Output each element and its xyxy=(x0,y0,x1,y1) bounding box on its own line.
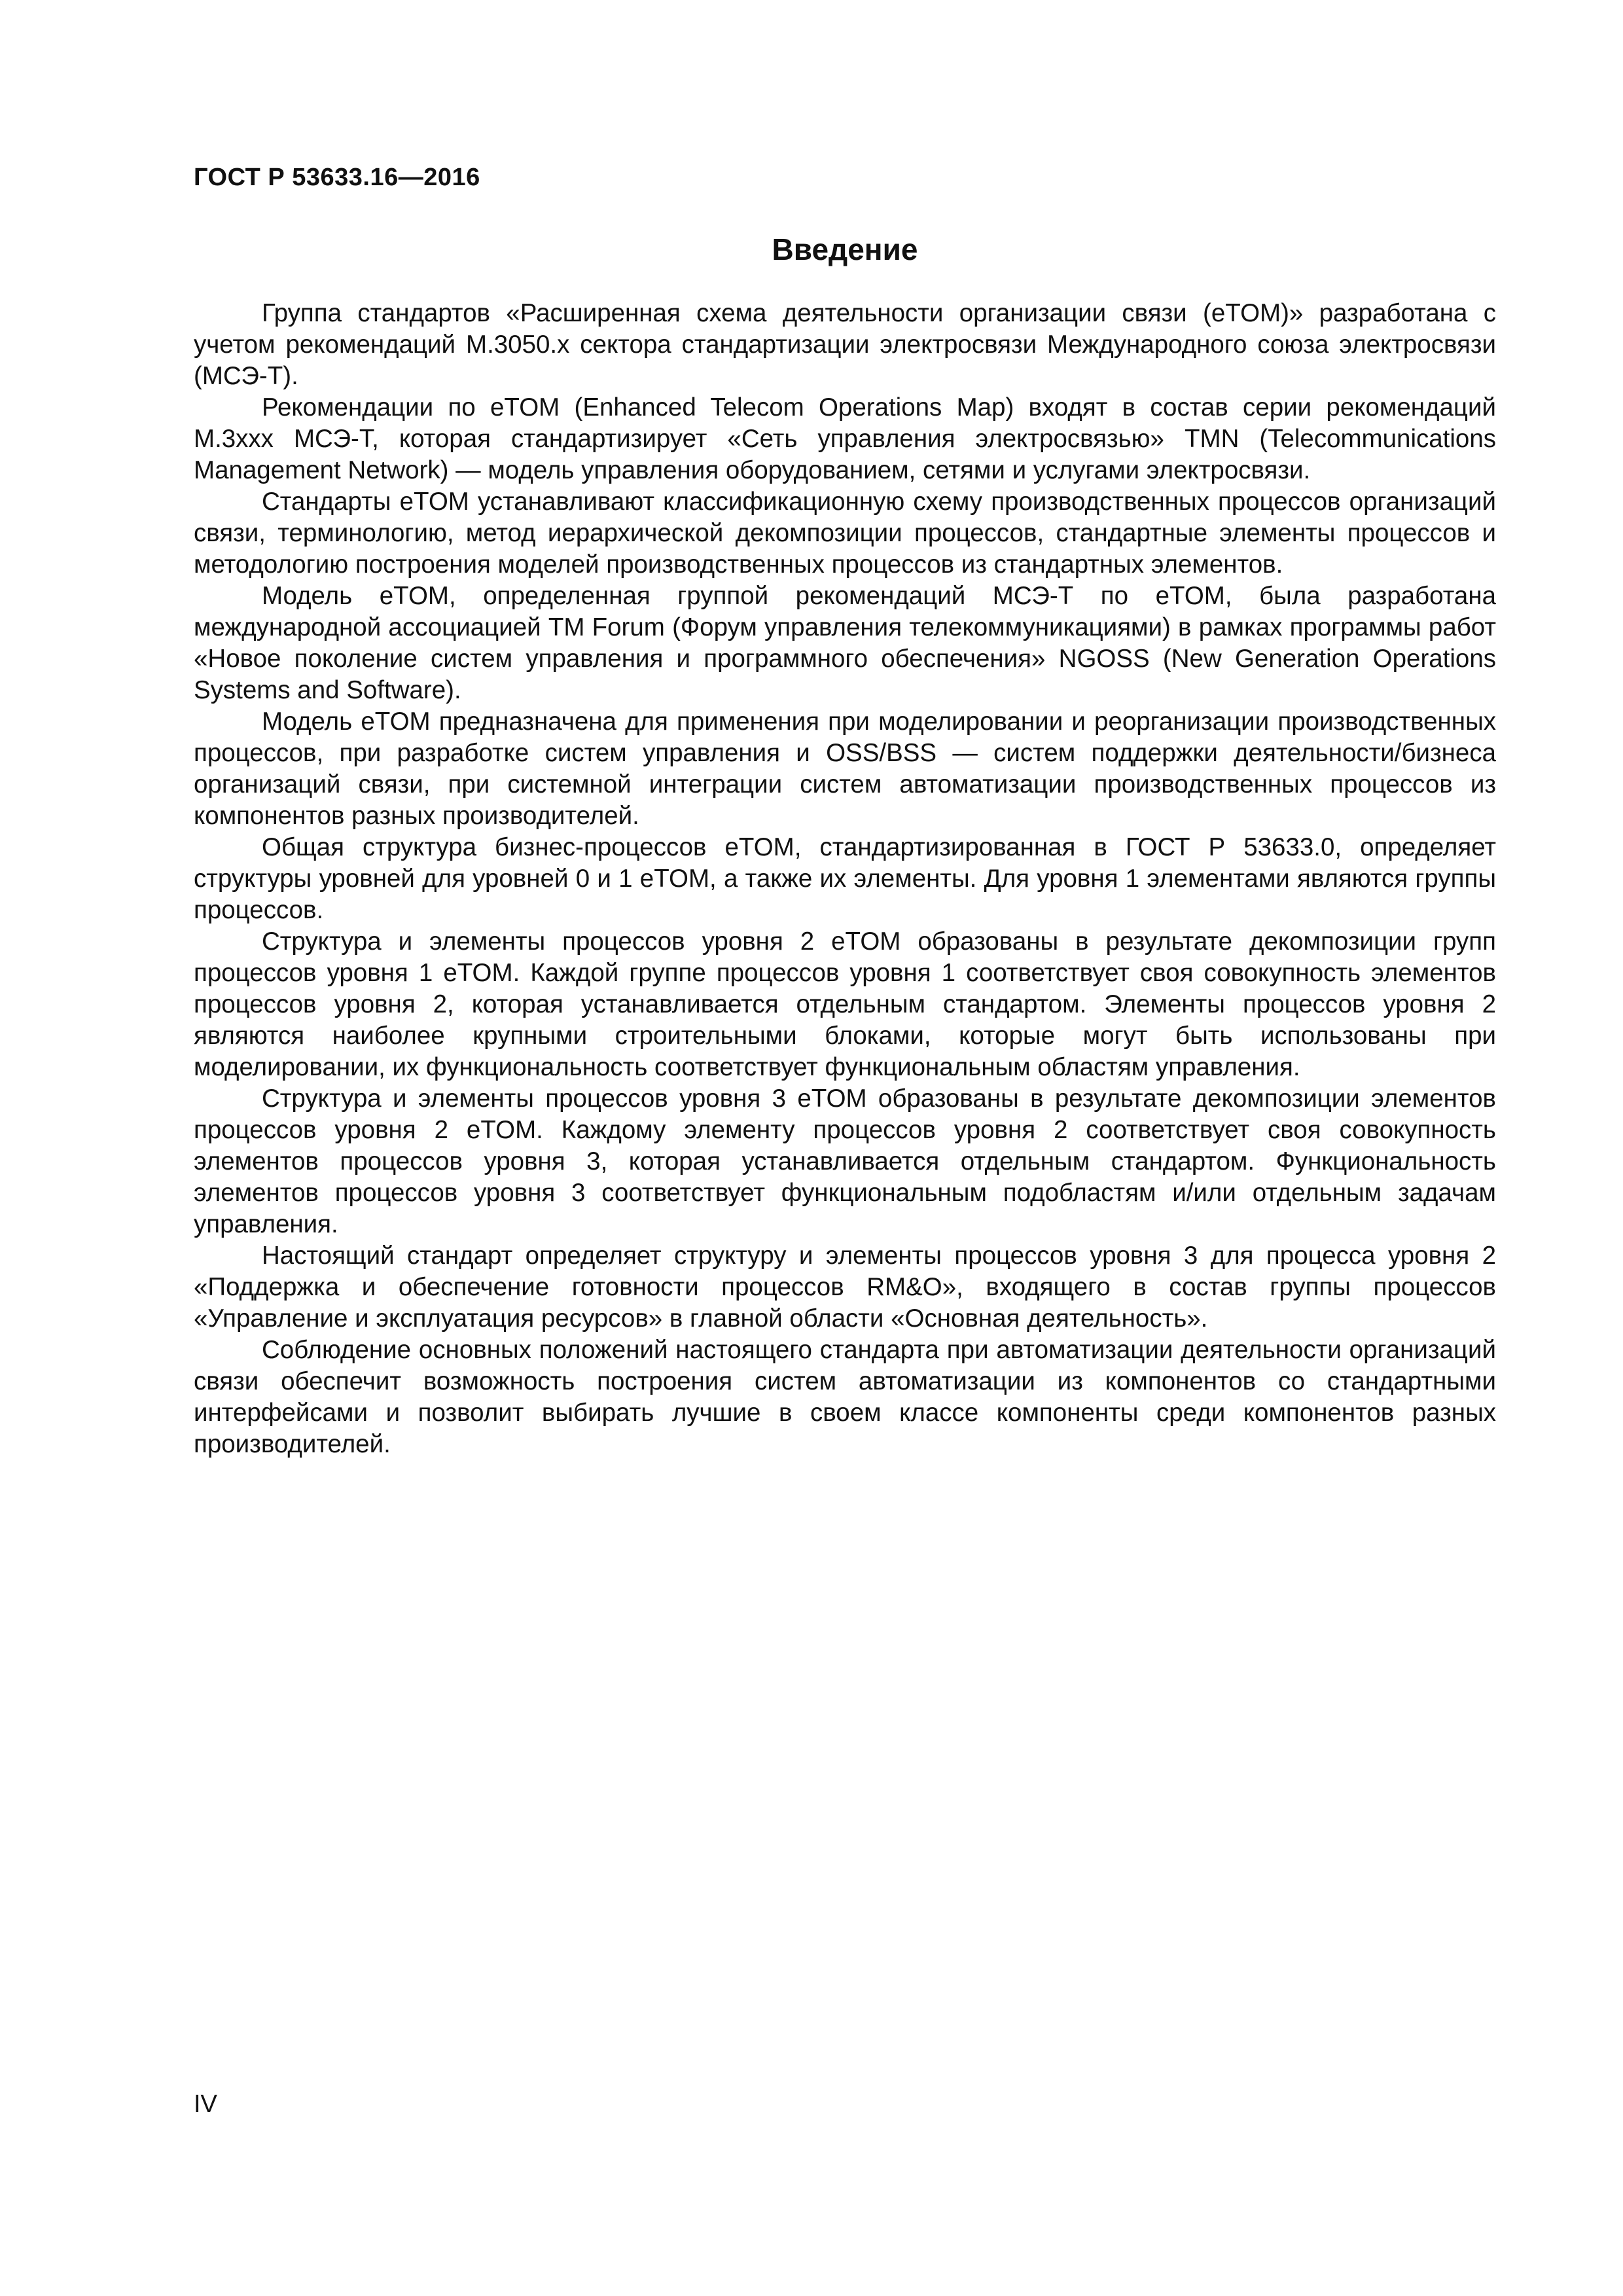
page-number: IV xyxy=(194,2090,217,2118)
paragraph: Настоящий стандарт определяет структуру и элементы процессов уровня 3 для процесса уровня 2 «Поддержка и обеспечение готовности процессов RM&O», входящего в состав группы процессов «Управление и эксплуатация ресурсов» в главной области «Основная деятельность». xyxy=(194,1242,1496,1333)
paragraph: Рекомендации по eTOM (Enhanced Telecom Operations Map) входят в состав серии рекомендаций М.3ххх МСЭ-Т, которая стандартизирует «Сеть управления электросвязью» TMN (Telecommunications Management Network) — модель управления оборудованием, сетями и услугами электросвязи. xyxy=(194,393,1496,484)
document-code-header: ГОСТ Р 53633.16—2016 xyxy=(194,164,480,191)
paragraph: Соблюдение основных положений настоящего стандарта при автоматизации деятельности организаций связи обеспечит возможность построения систем автоматизации из компонентов со стандартными интерфейсами и позволит выбирать лучшие в своем классе компоненты среди компонентов разных производителей. xyxy=(194,1336,1496,1458)
paragraph: Стандарты eTOM устанавливают классификационную схему производственных процессов организаций связи, терминологию, метод иерархической декомпозиции процессов, стандартные элементы процессов и методологию построения моделей производственных процессов из стандартных элементов. xyxy=(194,488,1496,579)
paragraph: Группа стандартов «Расширенная схема деятельности организации связи (eTOM)» разработана с учетом рекомендаций М.3050.х сектора стандартизации электросвязи Международного союза электросвязи (МСЭ-Т). xyxy=(194,299,1496,390)
paragraph: Модель eTOM, определенная группой рекомендаций МСЭ-Т по eTOM, была разработана международной ассоциацией TM Forum (Форум управления телекоммуникациями) в рамках программы работ «Новое поколение систем управления и программного обеспечения» NGOSS (New Generation Operations Systems and Software). xyxy=(194,582,1496,704)
paragraph: Общая структура бизнес-процессов eTOM, стандартизированная в ГОСТ Р 53633.0, определяет структуры уровней для уровней 0 и 1 eTOM, а также их элементы. Для уровня 1 элементами являются группы процессов. xyxy=(194,833,1496,924)
section-title: Введение xyxy=(772,232,918,266)
paragraph: Структура и элементы процессов уровня 3 eTOM образованы в результате декомпозиции элементов процессов уровня 2 eTOM. Каждому элементу процессов уровня 2 соответствует своя совокупность элементов процессов уровня 3, которая устанавливается отдельным стандартом. Функциональность элементов процессов уровня 3 соответствует функциональным подобластям и/или отдельным задачам управления. xyxy=(194,1085,1496,1238)
introduction-body xyxy=(194,298,1496,1460)
paragraph: Модель eTOM предназначена для применения при моделировании и реорганизации производственных процессов, при разработке систем управления и OSS/BSS — систем поддержки деятельности/бизнеса организаций связи, при системной интеграции систем автоматизации производственных процессов из компонентов разных производителей. xyxy=(194,708,1496,830)
paragraph: Структура и элементы процессов уровня 2 eTOM образованы в результате декомпозиции групп процессов уровня 1 eTOM. Каждой группе процессов уровня 1 соответствует своя совокупность элементов процессов уровня 2, которая устанавливается отдельным стандартом. Элементы процессов уровня 2 являются наиболее крупными строительными блоками, которые могут быть использованы при моделировании, их функциональность соответствует функциональным областям управления. xyxy=(194,927,1496,1081)
